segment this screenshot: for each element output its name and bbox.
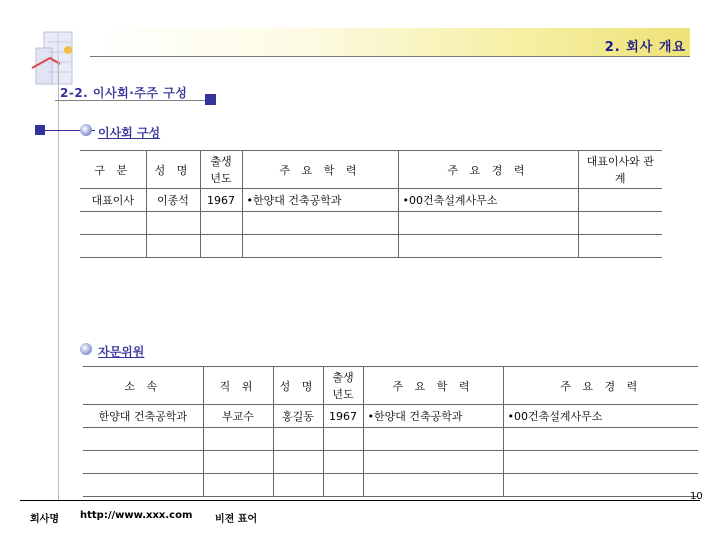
table-cell	[242, 235, 398, 258]
table-cell	[578, 235, 662, 258]
table-cell	[363, 428, 503, 451]
table-row	[83, 405, 698, 428]
table-cell: 홍길동	[273, 405, 323, 428]
table-cell	[323, 428, 363, 451]
header-cell: 출생 년도	[200, 151, 242, 189]
header-rule	[90, 56, 690, 57]
table-row	[83, 451, 698, 474]
table-cell: 1967	[200, 189, 242, 212]
square-marker-icon	[35, 125, 45, 135]
advisory-header-row	[83, 367, 698, 405]
footer-rule	[20, 500, 700, 501]
table-cell	[146, 235, 200, 258]
table-row	[80, 212, 662, 235]
table-cell: 이종석	[146, 189, 200, 212]
section-underline	[55, 100, 205, 101]
header-cell: 출생 년도	[323, 367, 363, 405]
header-cell: 주 요 학 력	[363, 367, 503, 405]
header-cell: 직 위	[203, 367, 273, 405]
table-cell	[503, 428, 698, 451]
table-cell	[323, 474, 363, 497]
table-cell	[83, 451, 203, 474]
advisory-table	[83, 366, 698, 497]
table-cell	[273, 451, 323, 474]
company-url-link[interactable]: http://www.xxx.com	[80, 510, 193, 521]
table-cell	[203, 428, 273, 451]
table-row	[83, 428, 698, 451]
table-cell	[83, 474, 203, 497]
table-row	[80, 189, 662, 212]
table-cell	[242, 212, 398, 235]
header-cell: 성 명	[146, 151, 200, 189]
company-name: 회사명	[30, 514, 59, 525]
table-cell: •한양대 건축공학과	[242, 189, 398, 212]
section-marker-icon	[205, 94, 216, 105]
table-cell	[363, 474, 503, 497]
vertical-guide-line	[58, 60, 59, 500]
table-cell	[80, 235, 146, 258]
table-cell: •한양대 건축공학과	[363, 405, 503, 428]
header-cell: 대표이사와 관 계	[578, 151, 662, 189]
board-title: 이사회 구성	[98, 126, 161, 140]
section-title: 2-2. 이사회·주주 구성	[60, 86, 188, 100]
table-cell	[146, 212, 200, 235]
board-header-row	[80, 151, 662, 189]
header-cell: 성 명	[273, 367, 323, 405]
advisory-title: 자문위원	[98, 345, 145, 359]
header-band	[90, 28, 690, 56]
bullet-icon	[80, 343, 92, 355]
table-cell	[503, 451, 698, 474]
table-cell	[323, 451, 363, 474]
building-logo-icon	[30, 28, 90, 88]
vision-slogan: 비젼 표어	[215, 514, 258, 525]
table-cell: 대표이사	[80, 189, 146, 212]
table-cell	[398, 212, 578, 235]
board-table	[80, 150, 662, 258]
header-cell: 주 요 경 력	[398, 151, 578, 189]
table-row	[80, 235, 662, 258]
table-cell	[363, 451, 503, 474]
table-cell: •00건축설계사무소	[398, 189, 578, 212]
page-number: 10	[690, 491, 703, 502]
header-cell: 소 속	[83, 367, 203, 405]
table-cell	[80, 212, 146, 235]
header-cell: 주 요 경 력	[503, 367, 698, 405]
header-cell: 구 분	[80, 151, 146, 189]
table-cell	[503, 474, 698, 497]
header-cell: 주 요 학 력	[242, 151, 398, 189]
table-cell	[578, 212, 662, 235]
table-cell	[83, 428, 203, 451]
table-cell	[273, 428, 323, 451]
table-cell: 1967	[323, 405, 363, 428]
table-cell	[273, 474, 323, 497]
table-cell: •00건축설계사무소	[503, 405, 698, 428]
table-cell: 부교수	[203, 405, 273, 428]
table-cell	[200, 212, 242, 235]
table-cell	[578, 189, 662, 212]
table-cell	[200, 235, 242, 258]
table-cell	[203, 451, 273, 474]
bullet-icon	[80, 124, 92, 136]
table-row	[83, 474, 698, 497]
table-cell	[398, 235, 578, 258]
table-cell	[203, 474, 273, 497]
page-title: 2. 회사 개요	[604, 40, 686, 55]
table-cell: 한양대 건축공학과	[83, 405, 203, 428]
